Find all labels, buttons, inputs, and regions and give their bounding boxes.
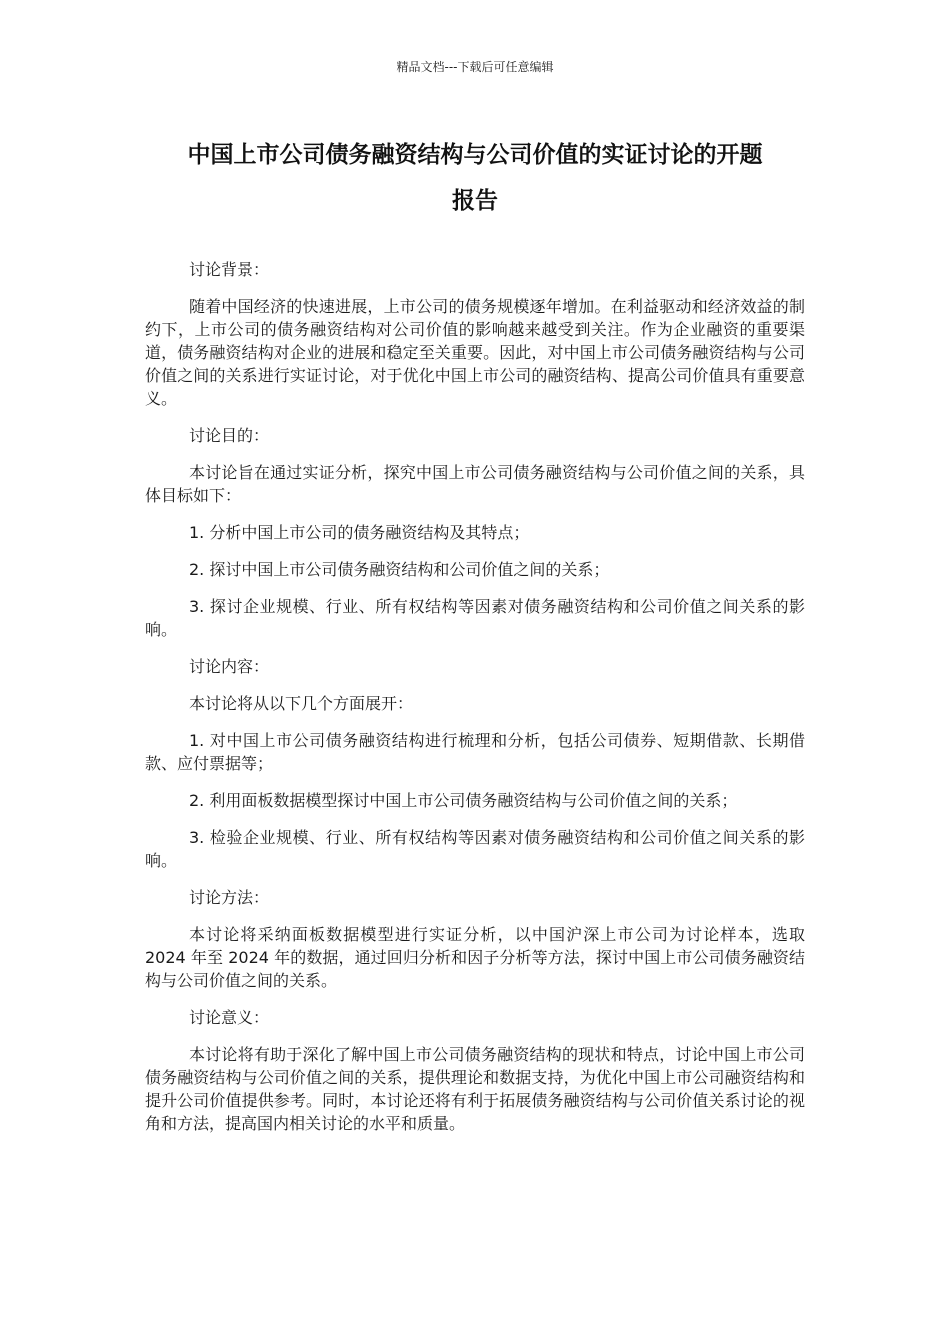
document-body xyxy=(145,258,805,1149)
purpose-item-2: 2. 探讨中国上市公司债务融资结构和公司价值之间的关系； xyxy=(189,560,610,579)
section-heading-background: 讨论背景： xyxy=(189,260,270,279)
purpose-item-3: 3. 探讨企业规模、行业、所有权结构等因素对债务融资结构和公司价值之间关系的影响。 xyxy=(145,597,805,639)
method-paragraph: 本讨论将采纳面板数据模型进行实证分析，以中国沪深上市公司为讨论样本，选取 2024 年至 2024 年的数据，通过回归分析和因子分析等方法，探讨中国上市公司债务融资结构与公司价值之间的关系。 xyxy=(145,925,805,990)
document-title xyxy=(140,132,810,224)
background-paragraph: 随着中国经济的快速进展，上市公司的债务规模逐年增加。在利益驱动和经济效益的制约下，上市公司的债务融资结构对公司价值的影响越来越受到关注。作为企业融资的重要渠道，债务融资结构对企业的进展和稳定至关重要。因此，对中国上市公司债务融资结构与公司价值之间的关系进行实证讨论，对于优化中国上市公司的融资结构、提高公司价值具有重要意义。 xyxy=(145,297,805,408)
section-heading-content: 讨论内容： xyxy=(189,657,270,676)
significance-paragraph: 本讨论将有助于深化了解中国上市公司债务融资结构的现状和特点，讨论中国上市公司债务融资结构与公司价值之间的关系，提供理论和数据支持，为优化中国上市公司融资结构和提升公司价值提供参考。同时，本讨论还将有利于拓展债务融资结构与公司价值关系讨论的视角和方法，提高国内相关讨论的水平和质量。 xyxy=(145,1045,805,1133)
content-item-3: 3. 检验企业规模、行业、所有权结构等因素对债务融资结构和公司价值之间关系的影响。 xyxy=(145,828,805,870)
purpose-item-1: 1. 分析中国上市公司的债务融资结构及其特点； xyxy=(189,523,530,542)
section-heading-significance: 讨论意义： xyxy=(189,1008,270,1027)
content-paragraph: 本讨论将从以下几个方面展开： xyxy=(189,694,414,713)
section-heading-purpose: 讨论目的： xyxy=(189,426,270,445)
title-line-1: 中国上市公司债务融资结构与公司价值的实证讨论的开题 xyxy=(187,142,763,168)
purpose-paragraph: 本讨论旨在通过实证分析，探究中国上市公司债务融资结构与公司价值之间的关系，具体目标如下： xyxy=(145,463,805,505)
header-note: 精品文档---下载后可任意编辑 xyxy=(396,60,554,74)
content-item-1: 1. 对中国上市公司债务融资结构进行梳理和分析，包括公司债券、短期借款、长期借款、应付票据等； xyxy=(145,731,805,773)
section-heading-method: 讨论方法： xyxy=(189,888,270,907)
title-line-2: 报告 xyxy=(452,188,498,214)
content-item-2: 2. 利用面板数据模型探讨中国上市公司债务融资结构与公司价值之间的关系； xyxy=(189,791,738,810)
